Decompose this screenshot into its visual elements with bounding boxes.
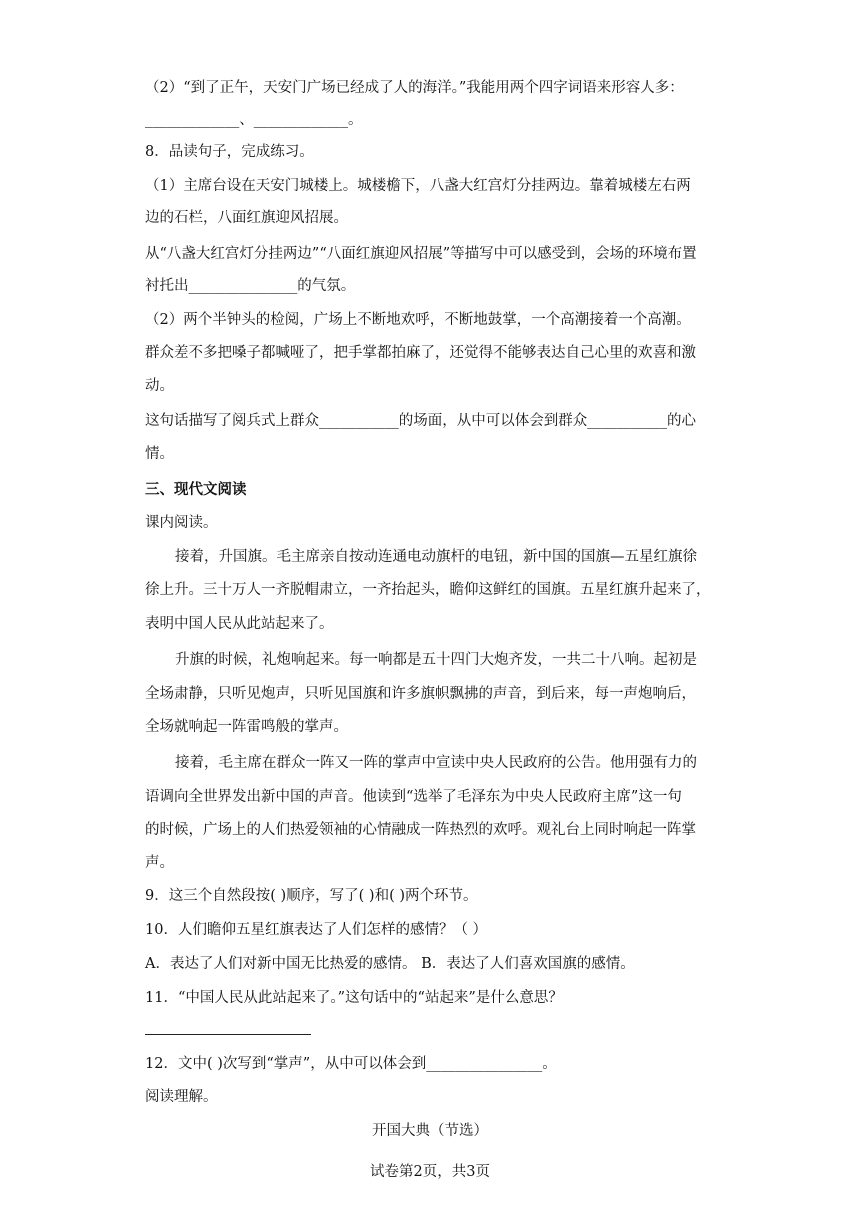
passage-p2-line-3: 全场就响起一阵雷鸣般的掌声。 bbox=[145, 719, 348, 735]
q8-heading: 8．品读句子，完成练习。 bbox=[145, 144, 314, 160]
q8-2-line-1: （2）两个半钟头的检阅，广场上不断地欢呼，不断地鼓掌，一个高潮接着一个高潮。 bbox=[145, 312, 691, 328]
q10: 10．人们瞻仰五星红旗表达了人们怎样的感情？（ ） bbox=[145, 922, 488, 938]
section-3-heading: 三、现代文阅读 bbox=[145, 481, 247, 498]
q8-2-line-5: 情。 bbox=[145, 446, 174, 462]
q12: 12．文中( )次写到“掌声”，从中可以体会到________________。 bbox=[145, 1056, 557, 1072]
reading-label: 阅读理解。 bbox=[145, 1089, 218, 1105]
q10-options: A．表达了人们对新中国无比热爱的感情。 B．表达了人们喜欢国旗的感情。 bbox=[145, 956, 635, 972]
q8-1-line-4: 衬托出_______________的气氛。 bbox=[145, 278, 356, 294]
passage-p1-line-2: 徐上升。三十万人一齐脱帽肃立，一齐抬起头，瞻仰这鲜红的国旗。五星红旗升起来了， bbox=[145, 582, 711, 598]
passage-1-label: 课内阅读。 bbox=[145, 515, 218, 531]
passage-p2-line-2: 全场肃静，只听见炮声，只听见国旗和许多旗帜飘拂的声音，到后来，每一声炮响后， bbox=[145, 686, 696, 702]
q8-1-line-3: 从“八盏大红宫灯分挂两边”“八面红旗迎风招展”等描写中可以感受到，会场的环境布置 bbox=[145, 246, 697, 262]
passage-p1-line-3: 表明中国人民从此站起来了。 bbox=[145, 616, 334, 632]
passage-p1-line-1: 接着，升国旗。毛主席亲自按动连通电动旗杆的电钮，新中国的国旗—五星红旗徐 bbox=[175, 549, 697, 565]
q11: 11．“中国人民从此站起来了。”这句话中的“站起来”是什么意思？ bbox=[145, 990, 563, 1006]
q8-1-line-2: 边的石栏，八面红旗迎风招展。 bbox=[145, 210, 348, 226]
q8-2-line-4: 这句话描写了阅兵式上群众___________的场面，从中可以体会到群众___________的心 bbox=[145, 413, 696, 429]
passage-p2-line-1: 升旗的时候，礼炮响起来。每一响都是五十四门大炮齐发，一共二十八响。起初是 bbox=[175, 652, 697, 668]
q11-answer-line bbox=[145, 1034, 311, 1035]
q7-2-blanks: _____________、_____________。 bbox=[145, 112, 363, 128]
passage-p3-line-4: 声。 bbox=[145, 855, 174, 871]
q7-2-prompt: （2）“到了正午，天安门广场已经成了人的海洋。”我能用两个四字词语来形容人多： bbox=[145, 80, 684, 96]
passage-p3-line-1: 接着，毛主席在群众一阵又一阵的掌声中宣读中央人民政府的公告。他用强有力的 bbox=[175, 755, 697, 771]
passage-2-title: 开国大典（节选） bbox=[372, 1123, 488, 1139]
passage-p3-line-2: 语调向全世界发出新中国的声音。他读到“选举了毛泽东为中央人民政府主席”这一句 bbox=[145, 789, 682, 805]
page-footer: 试卷第2页，共3页 bbox=[370, 1164, 490, 1180]
passage-p3-line-3: 的时候，广场上的人们热爱领袖的心情融成一阵热烈的欢呼。观礼台上同时响起一阵掌 bbox=[145, 822, 696, 838]
q8-2-line-2: 群众差不多把嗓子都喊哑了，把手掌都拍麻了，还觉得不能够表达自己心里的欢喜和激 bbox=[145, 345, 696, 361]
q9: 9．这三个自然段按( )顺序，写了( )和( )两个环节。 bbox=[145, 888, 478, 904]
q8-2-line-3: 动。 bbox=[145, 378, 174, 394]
q8-1-line-1: （1）主席台设在天安门城楼上。城楼檐下，八盏大红宫灯分挂两边。靠着城楼左右两 bbox=[145, 178, 691, 194]
